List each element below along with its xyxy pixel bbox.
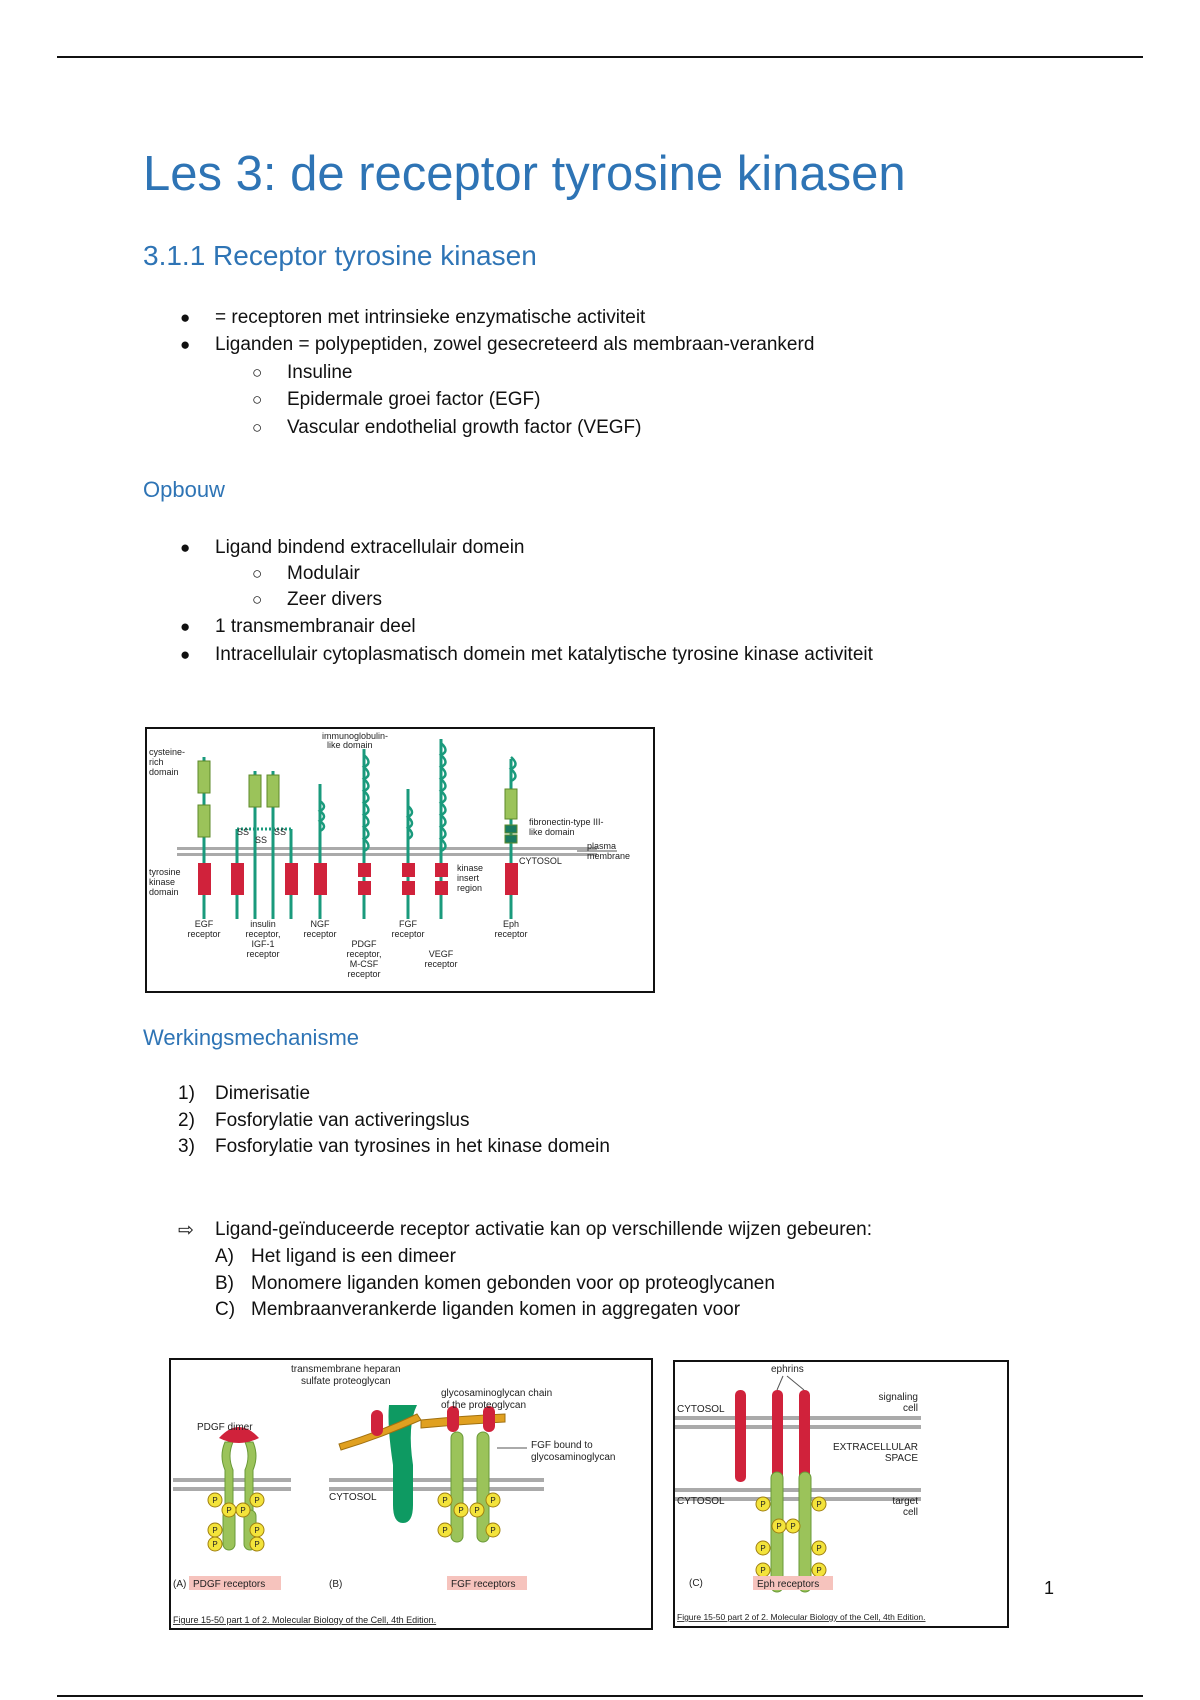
- circle-bullet-icon: ○: [252, 363, 263, 382]
- fgf-receptor: [451, 1432, 463, 1542]
- eph-label: receptor: [494, 929, 528, 939]
- page-number: 1: [1044, 1578, 1055, 1598]
- ephrin-pointer: [777, 1376, 783, 1390]
- insulin-label: IGF-1: [251, 939, 275, 949]
- ephrin: [735, 1390, 746, 1482]
- cysteine-box: [198, 805, 210, 837]
- svg-text:P: P: [474, 1506, 480, 1515]
- opbouw-bullet: Intracellulair cytoplasmatisch domein met katalytische tyrosine kinase activiteit: [215, 644, 873, 665]
- tm-heparan-label: sulfate proteoglycan: [301, 1376, 391, 1387]
- target-label: cell: [902, 1507, 918, 1518]
- ligand-example: Epidermale groei factor (EGF): [287, 389, 541, 410]
- intro-bullet: = receptoren met intrinsieke enzymatische activiteit: [215, 307, 646, 328]
- fibronectin-box: [505, 835, 517, 843]
- signaling-label: cell: [902, 1403, 918, 1414]
- immuno-label: immunoglobulin-: [322, 731, 389, 741]
- svg-text:P: P: [776, 1522, 782, 1531]
- kinase-box: [198, 863, 211, 895]
- kinase-box: [435, 881, 448, 895]
- svg-text:P: P: [254, 1540, 260, 1549]
- ngf-label: NGF: [310, 919, 330, 929]
- fgf-receptors-label: FGF receptors: [451, 1579, 516, 1590]
- insulin-label: insulin: [250, 919, 276, 929]
- way-text: Membraanverankerde liganden komen in aggregaten voor: [251, 1299, 741, 1320]
- activation-figure-ab: [169, 1358, 653, 1630]
- circle-bullet-icon: ○: [252, 418, 263, 437]
- fgf-ligand: [371, 1410, 383, 1436]
- step-number: 3): [178, 1136, 195, 1157]
- vegf-label: VEGF: [428, 949, 454, 959]
- kinase-box: [285, 863, 298, 895]
- circle-bullet-icon: ○: [252, 564, 263, 583]
- intro-bullet: Liganden = polypeptiden, zowel gesecreteerd als membraan-verankerd: [215, 334, 815, 355]
- kinase-box: [231, 863, 244, 895]
- svg-text:P: P: [790, 1522, 796, 1531]
- cytosol-label: CYTOSOL: [329, 1492, 377, 1503]
- ss-label: SS: [255, 835, 268, 845]
- ligand-example: Vascular endothelial growth factor (VEGF): [287, 417, 642, 438]
- fibro-label: like domain: [529, 827, 575, 837]
- bullet-icon: ●: [180, 645, 191, 664]
- svg-text:P: P: [442, 1496, 448, 1505]
- svg-text:P: P: [760, 1500, 766, 1509]
- bullet-icon: ●: [180, 538, 191, 557]
- target-label: target: [892, 1496, 918, 1507]
- circle-bullet-icon: ○: [252, 590, 263, 609]
- svg-text:P: P: [816, 1500, 822, 1509]
- ngf-label: receptor: [303, 929, 337, 939]
- opbouw-sub: Modulair: [287, 563, 360, 584]
- extracellular-label: EXTRACELLULAR: [832, 1442, 918, 1453]
- cysteine-label: cysteine-: [149, 747, 186, 757]
- step-text: Fosforylatie van activeringslus: [215, 1110, 470, 1131]
- label-c: (C): [689, 1578, 703, 1589]
- svg-text:P: P: [254, 1496, 260, 1505]
- kinase-insert-label: insert: [457, 873, 480, 883]
- step-number: 1): [178, 1083, 195, 1104]
- eph-receptors-label: Eph receptors: [757, 1579, 820, 1590]
- rtk-families-figure: [145, 727, 655, 993]
- extracellular-label: SPACE: [884, 1453, 918, 1464]
- label-b: (B): [329, 1579, 343, 1590]
- svg-text:P: P: [254, 1526, 260, 1535]
- svg-text:P: P: [212, 1526, 218, 1535]
- svg-text:P: P: [760, 1544, 766, 1553]
- way-label: A): [215, 1246, 234, 1267]
- way-label: B): [215, 1273, 234, 1294]
- figure-caption: Figure 15-50 part 2 of 2. Molecular Biology of the Cell, 4th Edition.: [677, 1612, 926, 1622]
- kinase-box: [358, 881, 371, 895]
- opbouw-bullet: 1 transmembranair deel: [215, 616, 416, 637]
- cytosol-label: CYTOSOL: [677, 1496, 725, 1507]
- insulin-label: receptor: [246, 949, 280, 959]
- fgf-bound-label: FGF bound to: [531, 1440, 593, 1451]
- step-text: Dimerisatie: [215, 1083, 311, 1104]
- membrane-line: [675, 1488, 921, 1492]
- pdgf-label: receptor: [347, 969, 381, 979]
- bullet-icon: ●: [180, 335, 191, 354]
- fibronectin-box: [505, 789, 517, 819]
- kinase-box: [435, 863, 448, 877]
- fgf-label: receptor: [391, 929, 425, 939]
- immuno-label: like domain: [327, 740, 373, 750]
- cytosol-label: CYTOSOL: [519, 856, 562, 866]
- circle-bullet-icon: ○: [252, 390, 263, 409]
- opbouw-bullet: Ligand bindend extracellulair domein: [215, 537, 525, 558]
- tk-label: tyrosine: [149, 867, 181, 877]
- cysteine-label: domain: [149, 767, 179, 777]
- cysteine-box: [249, 775, 261, 807]
- pdgf-label: M-CSF: [349, 959, 379, 969]
- bullet-icon: ●: [180, 308, 191, 327]
- bottom-rule: [57, 1695, 1143, 1697]
- section-heading: 3.1.1 Receptor tyrosine kinasen: [143, 240, 537, 271]
- plasma-label: plasma: [587, 841, 617, 851]
- gag-chain-label: glycosaminoglycan chain: [441, 1388, 553, 1399]
- membrane-line: [177, 847, 597, 850]
- cytosol-label: CYTOSOL: [677, 1404, 725, 1415]
- membrane-line: [329, 1478, 544, 1482]
- fgf-bound-label: glycosaminoglycan: [531, 1452, 616, 1463]
- svg-text:P: P: [212, 1540, 218, 1549]
- membrane-line: [675, 1425, 921, 1429]
- way-label: C): [215, 1299, 236, 1320]
- pdgf-label: receptor,: [346, 949, 382, 959]
- svg-text:P: P: [442, 1526, 448, 1535]
- egf-label: EGF: [194, 919, 214, 929]
- pdgf-dimer-label: PDGF dimer: [197, 1422, 253, 1433]
- kinase-insert-label: kinase: [457, 863, 484, 873]
- svg-text:P: P: [816, 1544, 822, 1553]
- figure-caption: Figure 15-50 part 1 of 2. Molecular Biology of the Cell, 4th Edition.: [173, 1615, 437, 1625]
- svg-text:P: P: [212, 1496, 218, 1505]
- arrow-text: Ligand-geïnduceerde receptor activatie kan op verschillende wijzen gebeuren:: [215, 1219, 872, 1240]
- fibronectin-box: [505, 825, 517, 833]
- plasma-label: membrane: [587, 851, 631, 861]
- phospho-labels: [760, 1500, 821, 1575]
- svg-text:P: P: [816, 1566, 822, 1575]
- tk-label: domain: [149, 887, 179, 897]
- bullet-icon: ●: [180, 617, 191, 636]
- kinase-insert-label: region: [457, 883, 483, 893]
- fibro-label: fibronectin-type III-: [529, 817, 604, 827]
- cysteine-label: rich: [149, 757, 164, 767]
- step-number: 2): [178, 1110, 195, 1131]
- kinase-box: [402, 881, 415, 895]
- ligand-example: Insuline: [287, 362, 353, 383]
- egf-label: receptor: [187, 929, 221, 939]
- svg-text:P: P: [240, 1506, 246, 1515]
- opbouw-heading: Opbouw: [143, 477, 225, 502]
- page-title: Les 3: de receptor tyrosine kinasen: [143, 147, 906, 201]
- ephrin-pointer: [787, 1376, 804, 1390]
- membrane-line: [675, 1416, 921, 1420]
- tk-label: kinase: [149, 877, 176, 887]
- step-text: Fosforylatie van tyrosines in het kinase domein: [215, 1136, 610, 1157]
- kinase-box: [358, 863, 371, 877]
- vegf-label: receptor: [424, 959, 458, 969]
- svg-text:P: P: [458, 1506, 464, 1515]
- arrow-icon: ⇨: [178, 1220, 194, 1241]
- insulin-label: receptor,: [245, 929, 281, 939]
- kinase-box: [505, 863, 518, 895]
- pdgf-label: PDGF: [351, 939, 377, 949]
- label-a: (A): [173, 1579, 187, 1590]
- ss-label: SS: [274, 827, 287, 837]
- kinase-box: [402, 863, 415, 877]
- membrane-line: [329, 1487, 544, 1491]
- activation-figure-c: [673, 1360, 1009, 1628]
- svg-text:P: P: [760, 1566, 766, 1575]
- eph-label: Eph: [502, 919, 520, 929]
- cysteine-box: [267, 775, 279, 807]
- ss-label: SS: [237, 827, 250, 837]
- phospho-icons: [756, 1497, 826, 1577]
- way-text: Monomere liganden komen gebonden voor op proteoglycanen: [251, 1273, 775, 1294]
- top-rule: [57, 56, 1143, 58]
- ephrins-label: ephrins: [771, 1364, 804, 1375]
- signaling-label: signaling: [878, 1392, 918, 1403]
- svg-text:P: P: [490, 1496, 496, 1505]
- gag-chain-label: of the proteoglycan: [441, 1400, 527, 1411]
- svg-text:P: P: [490, 1526, 496, 1535]
- tm-heparan-label: transmembrane heparan: [291, 1364, 401, 1375]
- kinase-box: [314, 863, 327, 895]
- eph-receptor: [799, 1472, 811, 1592]
- fgf-label: FGF: [399, 919, 417, 929]
- svg-text:P: P: [226, 1506, 232, 1515]
- opbouw-sub: Zeer divers: [287, 589, 383, 610]
- cysteine-box: [198, 761, 210, 793]
- werkings-heading: Werkingsmechanisme: [143, 1025, 360, 1050]
- pdgf-receptors-label: PDGF receptors: [193, 1579, 266, 1590]
- way-text: Het ligand is een dimeer: [251, 1246, 456, 1267]
